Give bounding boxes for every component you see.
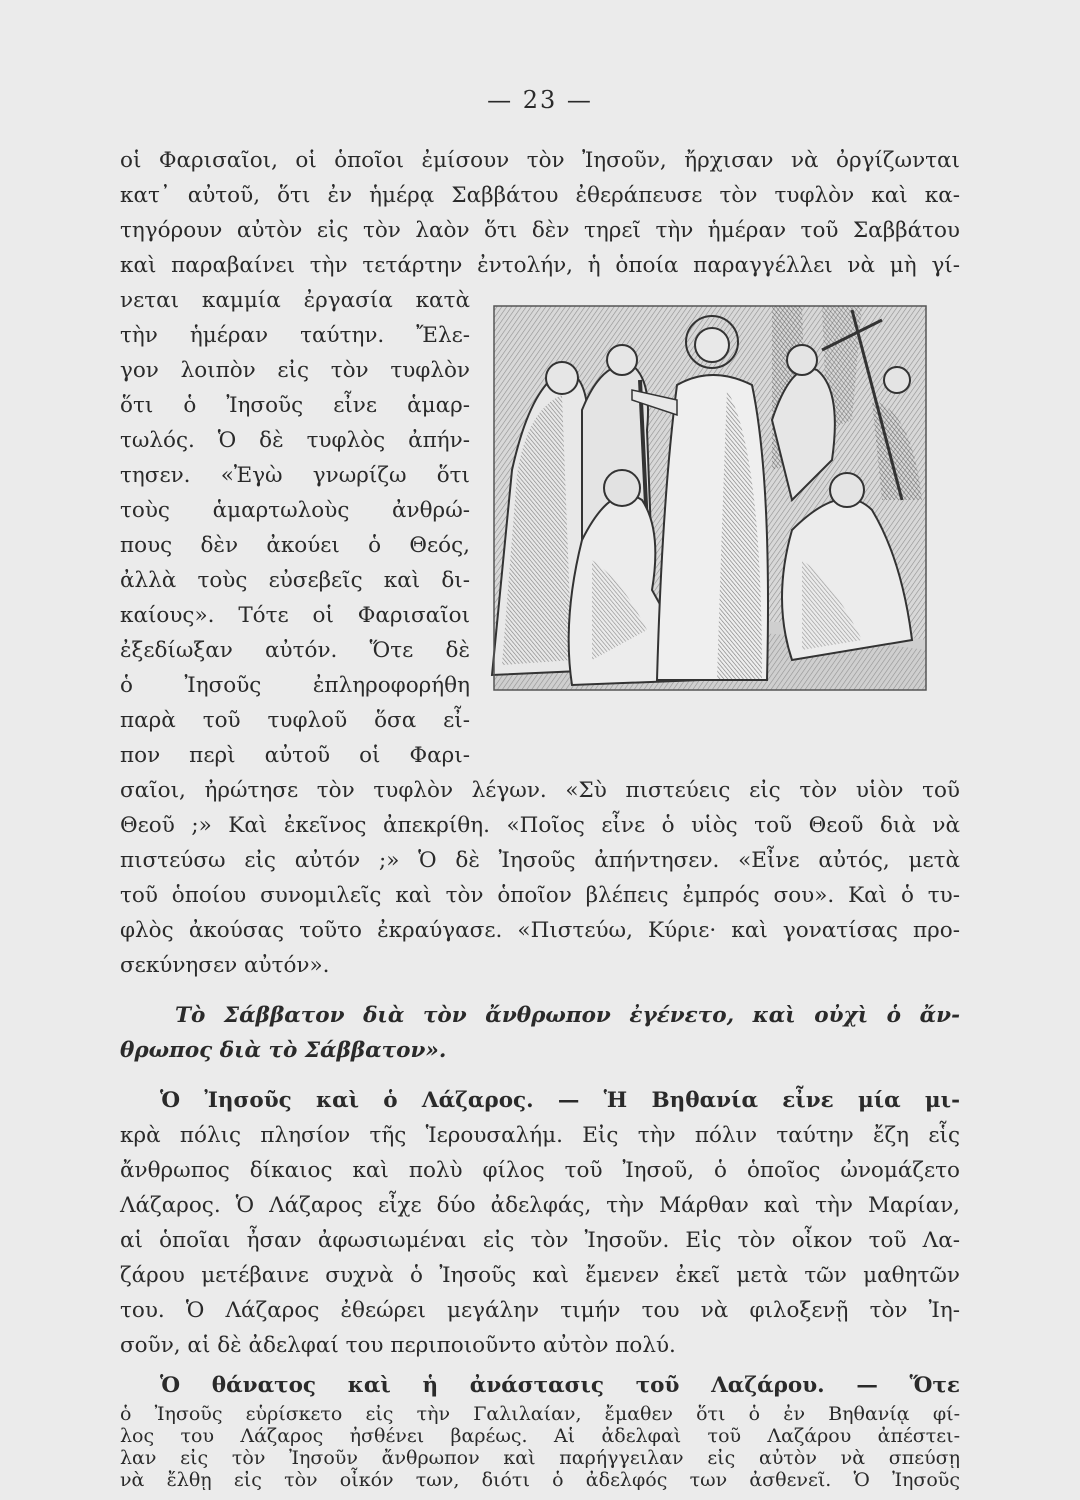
text-line: γον λοιπὸν εἰς τὸν τυφλὸν (120, 358, 470, 383)
text-line: πους δὲν ἀκούει ὁ Θεός, (120, 533, 470, 558)
text-line: τοῦ ὁποίου συνομιλεῖς καὶ τὸν ὁποῖον βλέπεις ἐμπρός σου». Καὶ ὁ τυ- (120, 883, 960, 908)
text-line: αἱ ὁποῖαι ἦσαν ἀφωσιωμέναι εἰς τὸν Ἰησοῦν. Εἰς τὸν οἶκον τοῦ Λα- (120, 1228, 960, 1253)
text-line: ὁ Ἰησοῦς εὑρίσκετο εἰς τὴν Γαλιλαίαν, ἔμαθεν ὅτι ὁ ἐν Βηθανίᾳ φί- (120, 1403, 960, 1425)
text-line: νὰ ἔλθῃ εἰς τὸν οἶκόν των, διότι ὁ ἀδελφός των ἀσθενεῖ. Ὁ Ἰησοῦς (120, 1469, 960, 1491)
text-line: πιστεύσω εἰς αὐτόν ;» Ὁ δὲ Ἰησοῦς ἀπήντησεν. «Εἶνε αὐτός, μετὰ (120, 848, 960, 873)
text-line: τωλός. Ὁ δὲ τυφλὸς ἀπήν- (120, 428, 470, 453)
text-line: Λάζαρος. Ὁ Λάζαρος εἶχε δύο ἀδελφάς, τὴν Μάρθαν καὶ τὴν Μαρίαν, (120, 1193, 960, 1218)
text-line: σεκύνησεν αὐτόν». (120, 953, 330, 978)
text-line: ἄνθρωπος δίκαιος καὶ πολὺ φίλος τοῦ Ἰησοῦ, ὁ ὁποῖος ὠνομάζετο (120, 1158, 960, 1183)
text-line: ὁ Ἰησοῦς ἐπληροφορήθη (120, 673, 470, 698)
text-line: ἀλλὰ τοὺς εὐσεβεῖς καὶ δι- (120, 568, 470, 593)
text-line: τηγόρουν αὐτὸν εἰς τὸν λαὸν ὅτι δὲν τηρεῖ τὴν ἡμέραν τοῦ Σαββάτου (120, 218, 960, 243)
text-line: καίους». Τότε οἱ Φαρισαῖοι (120, 603, 470, 628)
text-line: λος του Λάζαρος ἠσθένει βαρέως. Αἱ ἀδελφαὶ τοῦ Λαζάρου ἀπέστει- (120, 1425, 960, 1447)
page-number: — 23 — (487, 86, 593, 114)
text-line: τὴν ἡμέραν ταύτην. Ἔλε- (120, 323, 470, 348)
text-line: ζάρου μετέβαινε συχνὰ ὁ Ἰησοῦς καὶ ἔμενεν ἐκεῖ μετὰ τῶν μαθητῶν (120, 1263, 960, 1288)
text-line: Θεοῦ ;» Καὶ ἐκεῖνος ἀπεκρίθη. «Ποῖος εἶνε ὁ υἱὸς τοῦ Θεοῦ διὰ νὰ (120, 813, 960, 838)
section-heading-lazarus: Ὁ Ἰησοῦς καὶ ὁ Λάζαρος. — Ἡ Βηθανία εἶνε μία μι- (160, 1088, 960, 1113)
italic-quote: Τὸ Σάββατον διὰ τὸν ἄνθρωπον ἐγένετο, καὶ οὐχὶ ὁ ἄν- (175, 1003, 960, 1028)
section-heading-death-resurrection: Ὁ θάνατος καὶ ἡ ἀνάστασις τοῦ Λαζάρου. — Ὅτε (160, 1373, 960, 1398)
text-line: σαῖοι, ἠρώτησε τὸν τυφλὸν λέγων. «Σὺ πιστεύεις εἰς τὸν υἱὸν τοῦ (120, 778, 960, 803)
text-line: τησεν. «Ἐγὼ γνωρίζω ὅτι (120, 463, 470, 488)
text-line: κατ᾽ αὐτοῦ, ὅτι ἐν ἡμέρᾳ Σαββάτου ἐθεράπευσε τὸν τυφλὸν καὶ κα- (120, 183, 960, 208)
text-line: παρὰ τοῦ τυφλοῦ ὅσα εἶ- (120, 708, 470, 733)
text-line: ὅτι ὁ Ἰησοῦς εἶνε ἁμαρ- (120, 393, 470, 418)
text-line: οἱ Φαρισαῖοι, οἱ ὁποῖοι ἐμίσουν τὸν Ἰησοῦν, ἤρχισαν νὰ ὀργίζωνται (120, 148, 960, 173)
engraving-illustration (472, 300, 930, 692)
text-line: πον περὶ αὐτοῦ οἱ Φαρι- (120, 743, 470, 768)
text-line: καὶ παραβαίνει τὴν τετάρτην ἐντολήν, ἡ ὁποία παραγγέλλει νὰ μὴ γί- (120, 253, 960, 278)
text-line: του. Ὁ Λάζαρος ἐθεώρει μεγάλην τιμήν του νὰ φιλοξενῇ τὸν Ἰη- (120, 1298, 960, 1323)
text-line: φλὸς ἀκούσας τοῦτο ἐκραύγασε. «Πιστεύω, Κύριε· καὶ γονατίσας προ- (120, 918, 960, 943)
text-line: ἐξεδίωξαν αὐτόν. Ὅτε δὲ (120, 638, 470, 663)
text-line: σοῦν, αἱ δὲ ἀδελφαί του περιποιοῦντο αὐτὸν πολύ. (120, 1333, 676, 1358)
italic-quote: θρωπος διὰ τὸ Σάββατον». (120, 1038, 447, 1063)
text-line: τοὺς ἁμαρτωλοὺς ἀνθρώ- (120, 498, 470, 523)
text-line: κρὰ πόλις πλησίον τῆς Ἱερουσαλήμ. Εἰς τὴν πόλιν ταύτην ἔζη εἷς (120, 1123, 960, 1148)
text-line: λαν εἰς τὸν Ἰησοῦν ἄνθρωπον καὶ παρήγγειλαν εἰς αὐτὸν νὰ σπεύσῃ (120, 1447, 960, 1469)
text-line: νεται καμμία ἐργασία κατὰ (120, 288, 470, 313)
